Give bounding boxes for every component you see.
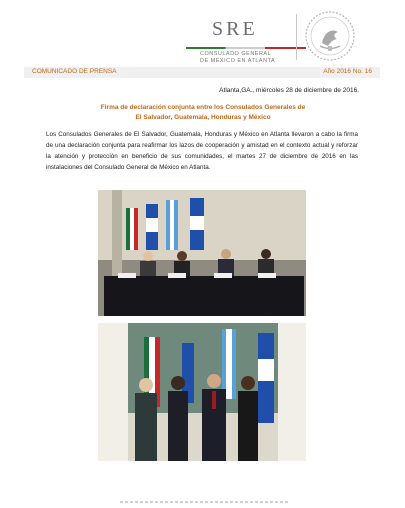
logo-subtitle-line1: CONSULADO GENERAL bbox=[200, 51, 272, 57]
logo-title: SRE bbox=[212, 18, 258, 40]
group-portrait-photo bbox=[98, 323, 306, 461]
logo-divider bbox=[296, 14, 297, 60]
signing-ceremony-photo bbox=[98, 190, 306, 316]
press-release-header bbox=[24, 67, 380, 78]
date-line: Atlanta,GA., miércoles 28 de diciembre de 2016. bbox=[219, 87, 359, 94]
title-line-1: Firma de declaración conjunta entre los Consulados Generales de bbox=[100, 104, 306, 111]
issue-number: Año 2016 No. 16 bbox=[323, 68, 372, 75]
press-release-label: COMUNICADO DE PRENSA bbox=[32, 68, 117, 75]
logo-subtitle-line2: DE MÉXICO EN ATLANTA bbox=[200, 58, 276, 64]
page-title bbox=[46, 103, 360, 122]
body-paragraph: Los Consulados Generales de El Salvador, Guatemala, Honduras y México en Atlanta llevaron a cabo la firma de una declaración conjunta para reafirmar los lazos de cooperación y amistad en el contexto actual y reforzar la atención y protección en beneficio de sus comunidades, el martes 27 de diciembre de 2016 en las instalaciones del Consulado General de México en Atlanta. bbox=[46, 131, 358, 171]
logo-tricolor-line bbox=[186, 47, 306, 49]
title-line-2: El Salvador, Guatemala, Honduras y México bbox=[135, 113, 271, 121]
sre-logo bbox=[186, 14, 306, 64]
mexico-seal-icon bbox=[304, 10, 356, 62]
footer-address bbox=[120, 501, 290, 503]
